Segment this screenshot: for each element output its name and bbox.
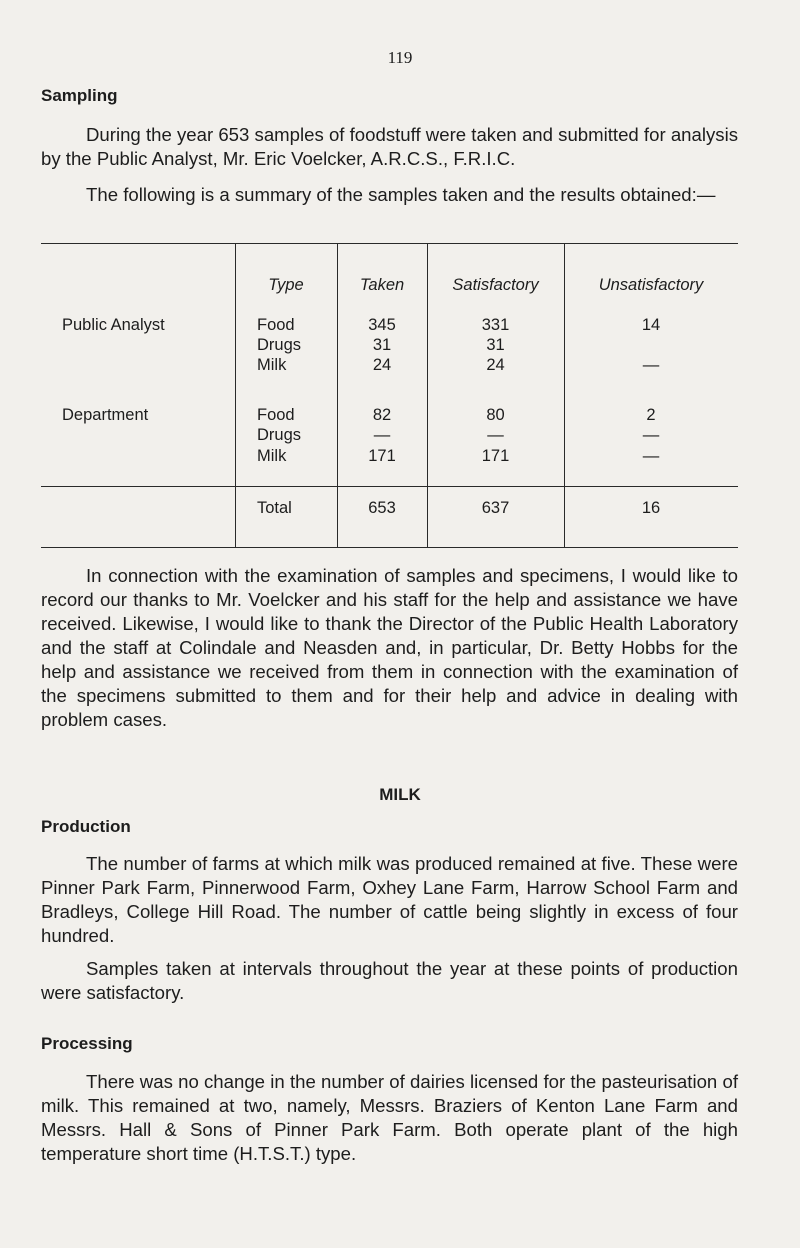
row-taken: 31 <box>372 336 392 354</box>
milk-heading: MILK <box>379 785 421 804</box>
production-heading: Production <box>41 817 131 836</box>
row-satisfactory: 31 <box>486 336 505 354</box>
row-satisfactory: 80 <box>486 406 505 424</box>
row-type: Milk <box>257 356 287 374</box>
group-label: Department <box>62 406 149 424</box>
row-type: Drugs <box>257 426 302 444</box>
processing-heading: Processing <box>41 1034 133 1053</box>
production-paragraph: The number of farms at which milk was produced remained at five. These were Pinner Park Farm, Pinnerwood Farm, Oxhey Lane Farm, Harrow School Farm and Bradleys, College Hill Road. The number of cattle being slightly in excess of four hundred. <box>41 853 738 946</box>
sampling-heading: Sampling <box>41 86 118 105</box>
row-unsatisfactory: — <box>642 447 660 465</box>
row-type: Food <box>257 316 295 334</box>
row-satisfactory: 24 <box>486 356 505 374</box>
row-unsatisfactory: — <box>642 426 660 444</box>
group-label: Public Analyst <box>62 316 165 334</box>
total-satisfactory: 637 <box>481 499 510 517</box>
header-unsatisfactory: Unsatisfactory <box>598 276 704 294</box>
summary-intro-paragraph: The following is a summary of the samples taken and the results obtained:— <box>86 184 716 205</box>
samples-summary-table <box>41 243 738 549</box>
row-taken: 345 <box>368 316 396 334</box>
row-satisfactory: — <box>487 426 504 444</box>
row-satisfactory: 171 <box>481 447 510 465</box>
row-type: Drugs <box>257 336 302 354</box>
total-taken: 653 <box>368 499 396 517</box>
header-taken: Taken <box>359 276 405 294</box>
row-taken: 24 <box>372 356 392 374</box>
table-bottom-rule <box>41 547 738 548</box>
row-type: Food <box>257 406 295 424</box>
page-number: 119 <box>387 48 413 67</box>
row-taken: 82 <box>372 406 392 424</box>
row-unsatisfactory: 14 <box>641 316 661 334</box>
total-unsatisfactory: 16 <box>641 499 661 517</box>
header-type: Type <box>268 276 304 294</box>
row-unsatisfactory: 2 <box>646 406 656 424</box>
row-taken: — <box>373 426 391 444</box>
table-total-rule <box>41 486 738 487</box>
header-satisfactory: Satisfactory <box>452 276 539 294</box>
production-samples-paragraph: Samples taken at intervals throughout the year at these points of production were satisfactory. <box>41 958 738 1003</box>
sampling-paragraph: During the year 653 samples of foodstuff were taken and submitted for analysis by the Public Analyst, Mr. Eric Voelcker, A.R.C.S., F.R.I.C. <box>41 124 738 169</box>
total-label: Total <box>257 499 292 517</box>
table-top-rule <box>41 243 738 244</box>
row-taken: 171 <box>368 447 396 465</box>
row-satisfactory: 331 <box>481 316 510 334</box>
row-unsatisfactory: — <box>642 356 660 374</box>
row-type: Milk <box>257 447 287 465</box>
processing-paragraph: There was no change in the number of dairies licensed for the pasteurisation of milk. This remained at two, namely, Messrs. Braziers of Kenton Lane Farm and Messrs. Hall & Sons of Pinner Park Farm. Both operate plant of the high temperature short time (H.T.S.T.) type. <box>41 1071 738 1164</box>
thanks-paragraph: In connection with the examination of samples and specimens, I would like to record our thanks to Mr. Voelcker and his staff for the help and assistance we have received. Likewise, I would like to thank the Director of the Public Health Laboratory and the staff at Colindale and Neasden and, in particular, Dr. Betty Hobbs for the help and assistance we received from them in connection with the examination of the specimens submitted to them and for their help and advice in dealing with problem cases. <box>41 565 738 730</box>
